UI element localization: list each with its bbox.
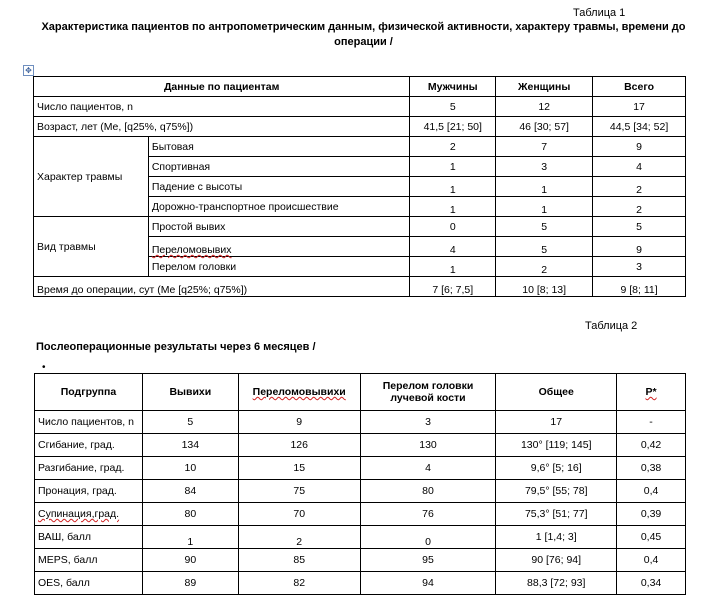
column-header: Женщины	[496, 77, 593, 97]
group-label: Вид травмы	[34, 217, 149, 277]
column-header	[238, 374, 360, 411]
table-row	[34, 137, 686, 157]
row-label: Дорожно-транспортное происшествие	[148, 197, 410, 217]
cell-dislocations: 84	[142, 480, 238, 503]
table1	[33, 76, 686, 297]
row-label: Спортивная	[148, 157, 410, 177]
cell-fracture-dislocations: 2	[238, 526, 360, 549]
table-row	[34, 277, 686, 297]
row-label: Перелом головки	[148, 257, 410, 277]
cell-men: 7 [6; 7,5]	[410, 277, 496, 297]
column-header: Вывихи	[142, 374, 238, 411]
cell-total: 9	[593, 237, 686, 257]
cell-radial-head-fracture: 130	[360, 434, 496, 457]
row-label: Простой вывих	[148, 217, 410, 237]
column-header: Перелом головки лучевой кости	[360, 374, 496, 411]
cell-dislocations: 10	[142, 457, 238, 480]
cell-total: 2	[593, 177, 686, 197]
column-header-text: P*	[645, 386, 657, 398]
cell-women: 1	[496, 177, 593, 197]
cell-p-value: 0,38	[617, 457, 686, 480]
row-label-text: Супинация,град.	[38, 508, 120, 520]
table-row	[34, 97, 686, 117]
cell-men: 1	[410, 177, 496, 197]
row-label: Разгибание, град.	[35, 457, 143, 480]
cell-women: 7	[496, 137, 593, 157]
cell-total: 2	[593, 197, 686, 217]
table-row	[35, 411, 686, 434]
column-header: Подгруппа	[35, 374, 143, 411]
table-row	[35, 503, 686, 526]
cell-overall: 130° [119; 145]	[496, 434, 617, 457]
cell-radial-head-fracture: 76	[360, 503, 496, 526]
row-label: ВАШ, балл	[35, 526, 143, 549]
row-label: MEPS, балл	[35, 549, 143, 572]
table2-title: Послеоперационные результаты через 6 месяцев /	[36, 341, 316, 353]
cell-men: 5	[410, 97, 496, 117]
cell-p-value: 0,34	[617, 572, 686, 595]
cell-men: 0	[410, 217, 496, 237]
cell-women: 3	[496, 157, 593, 177]
cell-dislocations: 80	[142, 503, 238, 526]
row-label: Возраст, лет (Me, [q25%, q75%])	[34, 117, 410, 137]
cell-p-value: 0,4	[617, 480, 686, 503]
cell-total: 17	[593, 97, 686, 117]
cell-women: 5	[496, 217, 593, 237]
column-header: Общее	[496, 374, 617, 411]
cell-men: 1	[410, 197, 496, 217]
cell-p-value: 0,4	[617, 549, 686, 572]
column-header: Мужчины	[410, 77, 496, 97]
table-row	[35, 480, 686, 503]
table2	[34, 373, 686, 595]
table1-title: Характеристика пациентов по антропометрическим данным, физической активности, характеру травмы, времени до операции /	[41, 21, 686, 48]
cell-fracture-dislocations: 15	[238, 457, 360, 480]
cell-women: 46 [30; 57]	[496, 117, 593, 137]
column-header-text: Переломовывихи	[252, 386, 346, 398]
cell-p-value: -	[617, 411, 686, 434]
paragraph-mark: •	[42, 362, 46, 373]
cell-total: 3	[593, 257, 686, 277]
cell-p-value: 0,45	[617, 526, 686, 549]
column-header	[617, 374, 686, 411]
cell-dislocations: 90	[142, 549, 238, 572]
column-header: Данные по пациентам	[34, 77, 410, 97]
cell-radial-head-fracture: 95	[360, 549, 496, 572]
cell-men: 41,5 [21; 50]	[410, 117, 496, 137]
group-label: Характер травмы	[34, 137, 149, 217]
table-row	[35, 526, 686, 549]
table2-caption: Таблица 2	[585, 320, 638, 332]
cell-dislocations: 89	[142, 572, 238, 595]
cell-fracture-dislocations: 82	[238, 572, 360, 595]
cell-total: 4	[593, 157, 686, 177]
cell-overall: 88,3 [72; 93]	[496, 572, 617, 595]
row-label-text: Переломовывих	[151, 244, 232, 256]
row-label	[35, 503, 143, 526]
cell-women: 1	[496, 197, 593, 217]
cell-overall: 79,5° [55; 78]	[496, 480, 617, 503]
cell-total: 5	[593, 217, 686, 237]
cell-fracture-dislocations: 85	[238, 549, 360, 572]
table-row	[35, 572, 686, 595]
row-label: Пронация, град.	[35, 480, 143, 503]
row-label: OES, балл	[35, 572, 143, 595]
cell-overall: 9,6° [5; 16]	[496, 457, 617, 480]
cell-fracture-dislocations: 9	[238, 411, 360, 434]
cell-radial-head-fracture: 0	[360, 526, 496, 549]
table-row	[35, 434, 686, 457]
cell-total: 9 [8; 11]	[593, 277, 686, 297]
cell-women: 12	[496, 97, 593, 117]
cell-fracture-dislocations: 75	[238, 480, 360, 503]
row-label: Сгибание, град.	[35, 434, 143, 457]
row-label	[148, 237, 410, 257]
row-label: Число пациентов, n	[35, 411, 143, 434]
cell-radial-head-fracture: 80	[360, 480, 496, 503]
table-row	[34, 117, 686, 137]
table2-header-row	[35, 374, 686, 411]
row-label: Падение с высоты	[148, 177, 410, 197]
cell-women: 10 [8; 13]	[496, 277, 593, 297]
table-row	[35, 457, 686, 480]
cell-p-value: 0,39	[617, 503, 686, 526]
cell-women: 2	[496, 257, 593, 277]
table1-header-row	[34, 77, 686, 97]
table-move-handle-icon[interactable]: ✥	[23, 65, 34, 76]
cell-men: 4	[410, 237, 496, 257]
row-label: Бытовая	[148, 137, 410, 157]
cell-dislocations: 1	[142, 526, 238, 549]
cell-overall: 90 [76; 94]	[496, 549, 617, 572]
cell-men: 2	[410, 137, 496, 157]
column-header: Всего	[593, 77, 686, 97]
cell-p-value: 0,42	[617, 434, 686, 457]
table-row	[35, 549, 686, 572]
cell-fracture-dislocations: 70	[238, 503, 360, 526]
cell-fracture-dislocations: 126	[238, 434, 360, 457]
table-row	[34, 217, 686, 237]
cell-overall: 1 [1,4; 3]	[496, 526, 617, 549]
cell-radial-head-fracture: 3	[360, 411, 496, 434]
cell-dislocations: 5	[142, 411, 238, 434]
cell-radial-head-fracture: 94	[360, 572, 496, 595]
table1-caption: Таблица 1	[573, 7, 626, 19]
cell-men: 1	[410, 157, 496, 177]
cell-overall: 17	[496, 411, 617, 434]
cell-women: 5	[496, 237, 593, 257]
row-label: Число пациентов, n	[34, 97, 410, 117]
cell-total: 9	[593, 137, 686, 157]
cell-radial-head-fracture: 4	[360, 457, 496, 480]
cell-dislocations: 134	[142, 434, 238, 457]
cell-total: 44,5 [34; 52]	[593, 117, 686, 137]
cell-men: 1	[410, 257, 496, 277]
row-label: Время до операции, сут (Me [q25%; q75%])	[34, 277, 410, 297]
cell-overall: 75,3° [51; 77]	[496, 503, 617, 526]
